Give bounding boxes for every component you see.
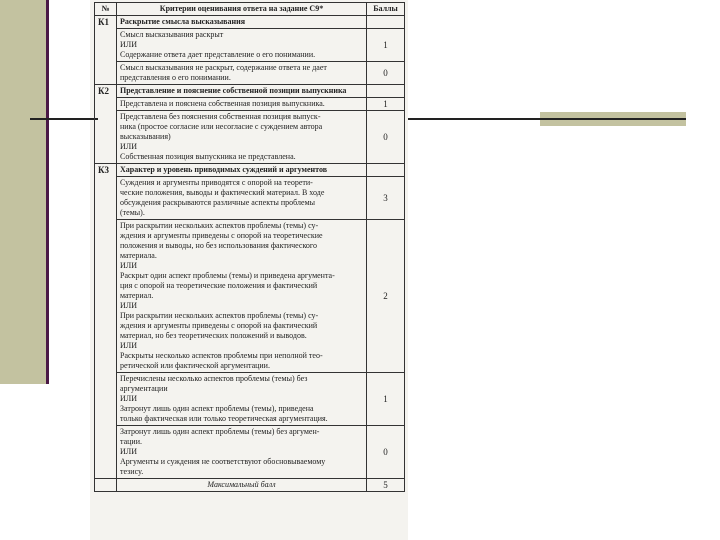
criterion-title-score xyxy=(367,16,405,29)
header-score: Баллы xyxy=(367,3,405,16)
footer-empty xyxy=(95,479,117,492)
criterion-score: 2 xyxy=(367,220,405,373)
max-score-label: Максимальный балл xyxy=(117,479,367,492)
description-line: ИЛИ xyxy=(120,341,137,350)
criterion-row xyxy=(95,62,405,85)
description-line: аргументации xyxy=(120,384,168,393)
description-line: Собственная позиция выпускника не представлена. xyxy=(120,152,296,161)
criteria-body xyxy=(95,16,405,492)
table-header-row xyxy=(95,3,405,16)
decorative-rule-right xyxy=(408,118,686,120)
criterion-title-row xyxy=(95,85,405,98)
criterion-description xyxy=(117,111,367,164)
criterion-title-row xyxy=(95,164,405,177)
criterion-title: Характер и уровень приводимых суждений и аргументов xyxy=(117,164,367,177)
description-line: материала. xyxy=(120,251,157,260)
criterion-row xyxy=(95,220,405,373)
description-line: Раскрыты несколько аспектов проблемы при неполной тео- xyxy=(120,351,323,360)
description-line: При раскрытии нескольких аспектов проблемы (темы) су- xyxy=(120,221,319,230)
criterion-row xyxy=(95,177,405,220)
criterion-score: 0 xyxy=(367,426,405,479)
decorative-rule-left xyxy=(30,118,98,120)
description-line: ретической или фактической аргументации. xyxy=(120,361,270,370)
criterion-row xyxy=(95,426,405,479)
criterion-code: К1 xyxy=(95,16,117,85)
header-number: № xyxy=(95,3,117,16)
criteria-table xyxy=(94,2,405,492)
description-line: Затронут лишь один аспект проблемы (темы) без аргумен- xyxy=(120,427,320,436)
footer-row xyxy=(95,479,405,492)
criterion-description xyxy=(117,62,367,85)
criterion-score: 1 xyxy=(367,373,405,426)
criterion-score: 1 xyxy=(367,29,405,62)
criterion-description xyxy=(117,177,367,220)
description-line: Представлена без пояснения собственная позиция выпуск- xyxy=(120,112,321,121)
description-line: высказывания) xyxy=(120,132,171,141)
description-line: Смысл высказывания не раскрыт, содержание ответа не дает xyxy=(120,63,327,72)
description-line: При раскрытии нескольких аспектов проблемы (темы) су- xyxy=(120,311,319,320)
description-line: ИЛИ xyxy=(120,40,137,49)
description-line: ника (простое согласие или несогласие с суждением автора xyxy=(120,122,323,131)
side-decoration-line xyxy=(46,0,49,384)
criterion-title-row xyxy=(95,16,405,29)
description-line: Содержание ответа дает представление о его понимании. xyxy=(120,50,316,59)
criterion-code: К2 xyxy=(95,85,117,164)
description-line: тации. xyxy=(120,437,142,446)
criterion-description xyxy=(117,426,367,479)
description-line: обсуждения раскрываются различные аспекты проблемы xyxy=(120,198,316,207)
description-line: тезису. xyxy=(120,467,144,476)
description-line: ждения и аргументы приведены с опорой на теоретические xyxy=(120,231,323,240)
description-line: положения и выводы, но без использования фактического xyxy=(120,241,318,250)
criterion-code: К3 xyxy=(95,164,117,479)
description-line: ИЛИ xyxy=(120,261,137,270)
description-line: Перечислены несколько аспектов проблемы (темы) без xyxy=(120,374,308,383)
criterion-title: Раскрытие смысла высказывания xyxy=(117,16,367,29)
criterion-description xyxy=(117,29,367,62)
description-line: материал. xyxy=(120,291,154,300)
criterion-score: 1 xyxy=(367,98,405,111)
criterion-description xyxy=(117,220,367,373)
description-line: ция с опорой на теоретические положения и фактический xyxy=(120,281,318,290)
description-line: только фактическая или только теоретическая аргументация. xyxy=(120,414,328,423)
criterion-score: 0 xyxy=(367,111,405,164)
description-line: ИЛИ xyxy=(120,142,137,151)
description-line: Раскрыт один аспект проблемы (темы) и приведена аргумента- xyxy=(120,271,335,280)
header-criteria: Критерии оценивания ответа на задание С9* xyxy=(117,3,367,16)
description-line: ИЛИ xyxy=(120,447,137,456)
description-line: ждения и аргументы приведены с опорой на фактический xyxy=(120,321,318,330)
description-line: Затронут лишь один аспект проблемы (темы), приведена xyxy=(120,404,314,413)
description-line: (темы). xyxy=(120,208,145,217)
description-line: Аргументы и суждения не соответствуют обосновываемому xyxy=(120,457,326,466)
criterion-title: Представление и пояснение собственной позиции выпускника xyxy=(117,85,367,98)
criterion-row xyxy=(95,111,405,164)
side-decoration-band xyxy=(0,0,46,384)
criterion-row xyxy=(95,98,405,111)
criterion-score: 3 xyxy=(367,177,405,220)
criterion-title-score xyxy=(367,164,405,177)
description-line: материал, но без теоретических положений и выводов. xyxy=(120,331,307,340)
criterion-row xyxy=(95,29,405,62)
criterion-row xyxy=(95,373,405,426)
criterion-title-score xyxy=(367,85,405,98)
description-line: Суждения и аргументы приводятся с опорой на теорети- xyxy=(120,178,313,187)
criterion-description xyxy=(117,98,367,111)
description-line: ИЛИ xyxy=(120,394,137,403)
description-line: ческие положения, выводы и фактический материал. В ходе xyxy=(120,188,325,197)
description-line: представления о его понимании. xyxy=(120,73,231,82)
description-line: Представлена и пояснена собственная позиция выпускника. xyxy=(120,99,325,108)
criterion-score: 0 xyxy=(367,62,405,85)
description-line: Смысл высказывания раскрыт xyxy=(120,30,224,39)
criterion-description xyxy=(117,373,367,426)
description-line: ИЛИ xyxy=(120,301,137,310)
max-score-value: 5 xyxy=(367,479,405,492)
